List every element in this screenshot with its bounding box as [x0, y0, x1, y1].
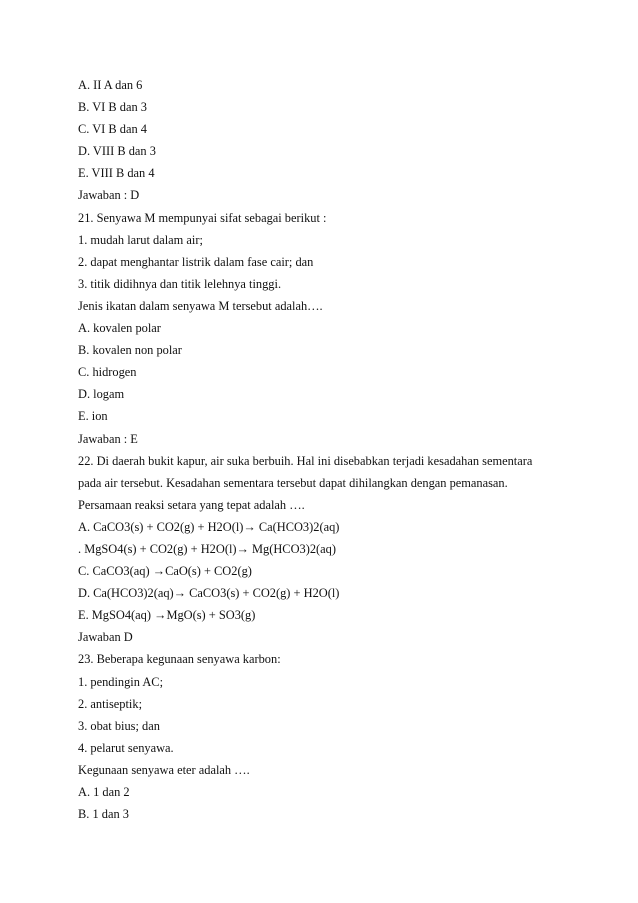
q21-option-b: B. kovalen non polar [78, 343, 182, 358]
q21-property-3: 3. titik didihnya dan titik lelehnya tinggi. [78, 276, 282, 291]
q23-option-a: A. 1 dan 2 [78, 785, 130, 799]
q23-use-2: 2. antiseptik; [78, 696, 143, 711]
q22-option-d: D. Ca(HCO3)2(aq)→ CaCO3(s) + CO2(g) + H2O(l) [78, 586, 340, 601]
q22-answer: Jawaban D [78, 630, 133, 645]
q20-option-e: E. VIII B dan 4 [78, 166, 155, 181]
q21-property-2: 2. dapat menghantar listrik dalam fase cair; dan [78, 254, 314, 269]
q21-option-c: C. hidrogen [78, 365, 137, 380]
q23-prompt: Kegunaan senyawa eter adalah …. [78, 762, 250, 777]
q22-question-line-2: pada air tersebut. Kesadahan sementara tersebut dapat dihilangkan dengan pemanasan. [78, 475, 508, 490]
q20-answer: Jawaban : D [78, 188, 140, 203]
q22-question-line-1: 22. Di daerah bukit kapur, air suka berbuih. Hal ini disebabkan terjadi kesadahan sementara [78, 453, 533, 468]
q20-option-c: C. VI B dan 4 [78, 122, 147, 137]
q22-option-b: . MgSO4(s) + CO2(g) + H2O(l)→ Mg(HCO3)2(aq) [78, 541, 336, 556]
q23-use-3: 3. obat bius; dan [78, 718, 160, 733]
q21-prompt: Jenis ikatan dalam senyawa M tersebut adalah…. [78, 298, 323, 313]
q21-property-1: 1. mudah larut dalam air; [78, 232, 203, 247]
q21-option-e: E. ion [78, 409, 108, 424]
q22-prompt: Persamaan reaksi setara yang tepat adalah …. [78, 497, 305, 512]
document-page [78, 74, 578, 825]
q22-option-c: C. CaCO3(aq) →CaO(s) + CO2(g) [78, 564, 252, 579]
q23-option-b: B. 1 dan 3 [78, 807, 129, 822]
q22-option-a: A. CaCO3(s) + CO2(g) + H2O(l)→ Ca(HCO3)2(aq) [78, 519, 340, 534]
q22-option-e: E. MgSO4(aq) →MgO(s) + SO3(g) [78, 608, 256, 623]
q21-question: 21. Senyawa M mempunyai sifat sebagai berikut : [78, 210, 327, 225]
q20-option-d: D. VIII B dan 3 [78, 144, 156, 159]
q20-option-b: B. VI B dan 3 [78, 100, 147, 115]
q23-use-1: 1. pendingin AC; [78, 674, 164, 689]
q21-answer: Jawaban : E [78, 431, 138, 446]
q23-use-4: 4. pelarut senyawa. [78, 740, 174, 755]
q21-option-d: D. logam [78, 387, 125, 402]
q23-question: 23. Beberapa kegunaan senyawa karbon: [78, 652, 281, 667]
q21-option-a: A. kovalen polar [78, 321, 161, 336]
q20-option-a: A. II A dan 6 [78, 78, 143, 92]
